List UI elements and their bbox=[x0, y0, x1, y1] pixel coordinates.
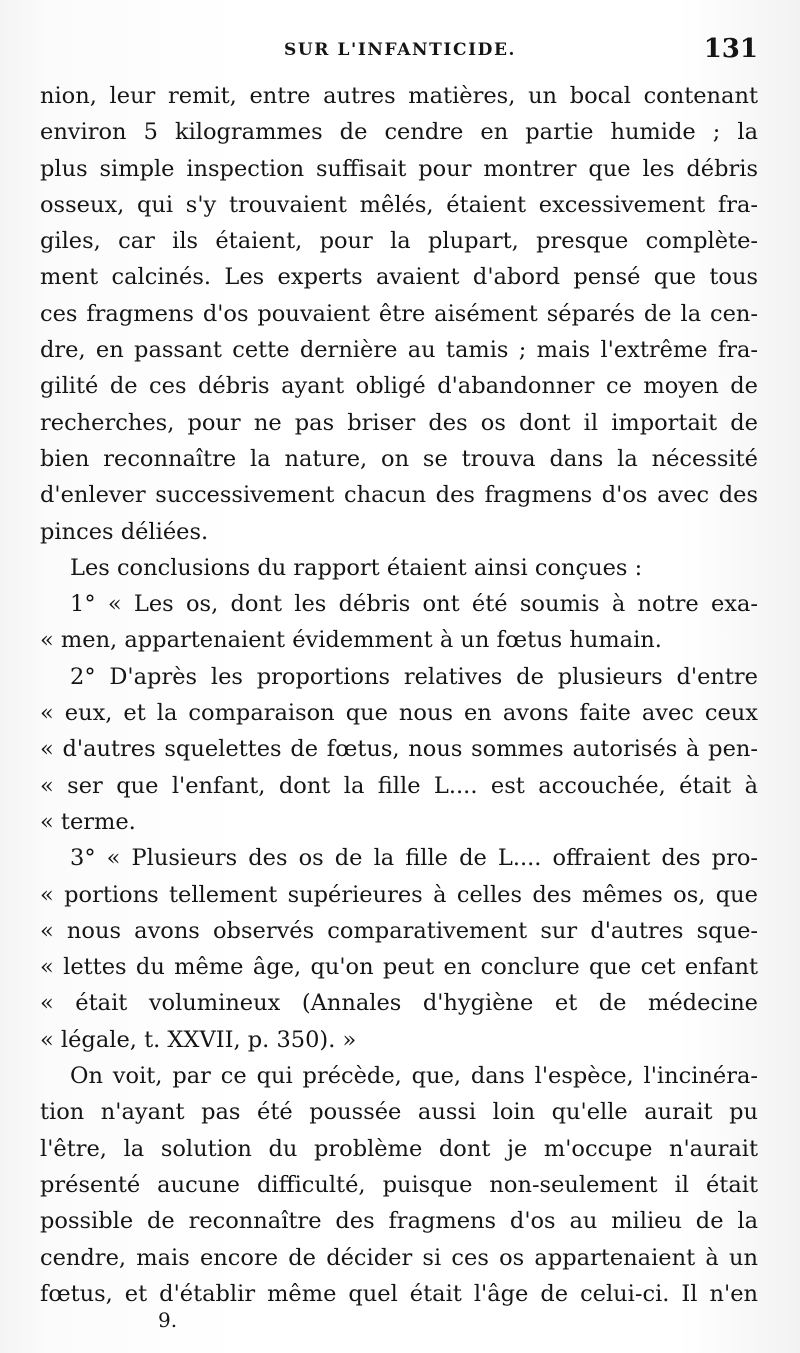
text-line: tion n'ayant pas été poussée aussi loin qu'elle aurait pu bbox=[40, 1099, 758, 1126]
text-line: « portions tellement supérieures à celles des mêmes os, que bbox=[40, 881, 758, 908]
text-line: « d'autres squelettes de fœtus, nous sommes autorisés à pen- bbox=[40, 736, 758, 763]
text-line: nion, leur remit, entre autres matières, un bocal contenant bbox=[40, 83, 758, 109]
text-line: dre, en passant cette dernière au tamis ; mais l'extrême fra- bbox=[40, 337, 758, 364]
text-line: bien reconnaître la nature, on se trouva dans la nécessité bbox=[40, 445, 758, 472]
text-line: pinces déliées. bbox=[40, 518, 209, 545]
text-line: giles, car ils étaient, pour la plupart, presque complète- bbox=[40, 228, 758, 255]
text-line: l'être, la solution du problème dont je m'occupe n'aurait bbox=[40, 1135, 758, 1162]
text-line: ces fragmens d'os pouvaient être aisément séparés de la cen- bbox=[40, 300, 758, 327]
text-line: « terme. bbox=[40, 808, 136, 835]
text-line: « ser que l'enfant, dont la fille L.... est accouchée, était à bbox=[40, 772, 758, 799]
text-line: gilité de ces débris ayant obligé d'abandonner ce moyen de bbox=[40, 373, 758, 400]
text-line: « était volumineux (Annales d'hygiène et de médecine bbox=[40, 990, 758, 1017]
text-line: possible de reconnaître des fragmens d'os au milieu de la bbox=[40, 1208, 758, 1235]
text-line: d'enlever successivement chacun des fragmens d'os avec des bbox=[40, 482, 758, 509]
text-line: « légale, t. XXVII, p. 350). » bbox=[40, 1026, 357, 1053]
text-line: « eux, et la comparaison que nous en avons faite avec ceux bbox=[40, 700, 758, 727]
text-line: ment calcinés. Les experts avaient d'abord pensé que tous bbox=[40, 264, 758, 291]
text-line: « men, appartenaient évidemment à un fœtus humain. bbox=[40, 627, 662, 654]
text-line: recherches, pour ne pas briser des os dont il importait de bbox=[40, 409, 758, 436]
text-line: présenté aucune difficulté, puisque non-seulement il était bbox=[40, 1171, 758, 1198]
text-line: environ 5 kilogrammes de cendre en partie humide ; la bbox=[40, 119, 758, 146]
page-header bbox=[40, 34, 760, 70]
text-line: 1° « Les os, dont les débris ont été soumis à notre exa- bbox=[70, 591, 758, 618]
running-head: SUR L'INFANTICIDE. bbox=[283, 40, 517, 60]
text-line: 2° D'après les proportions relatives de plusieurs d'entre bbox=[70, 663, 758, 690]
text-line: « nous avons observés comparativement sur d'autres sque- bbox=[40, 917, 758, 944]
text-line: « lettes du même âge, qu'on peut en conclure que cet enfant bbox=[40, 954, 758, 981]
page-number: 131 bbox=[703, 34, 758, 64]
body-text bbox=[40, 78, 758, 1312]
text-line: cendre, mais encore de décider si ces os appartenaient à un bbox=[40, 1244, 758, 1271]
text-line: osseux, qui s'y trouvaient mêlés, étaient excessivement fra- bbox=[40, 191, 758, 218]
text-line: 3° « Plusieurs des os de la fille de L.... offraient des pro- bbox=[70, 845, 758, 872]
text-line: On voit, par ce qui précède, que, dans l'espèce, l'incinéra- bbox=[70, 1063, 758, 1090]
text-line: fœtus, et d'établir même quel était l'âge de celui-ci. Il n'en bbox=[40, 1280, 758, 1307]
signature-mark: 9. bbox=[158, 1308, 178, 1332]
text-line: Les conclusions du rapport étaient ainsi conçues : bbox=[70, 554, 643, 581]
text-line: plus simple inspection suffisait pour montrer que les débris bbox=[40, 155, 758, 182]
